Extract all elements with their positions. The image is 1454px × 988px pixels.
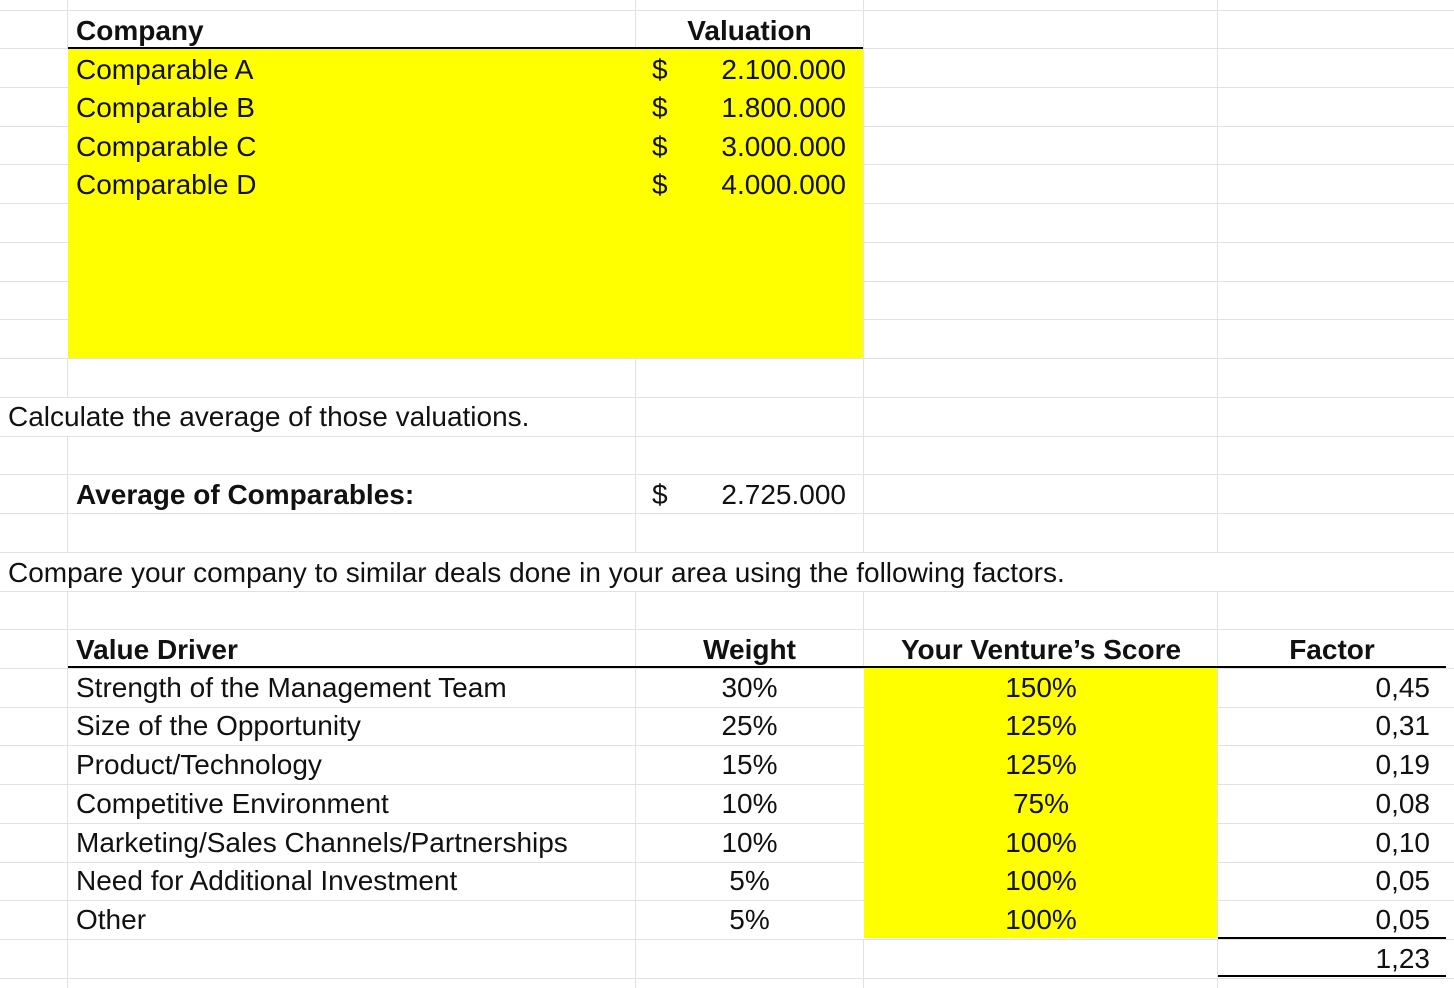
factor-total[interactable]: 1,23 xyxy=(1375,943,1430,974)
driver-weight[interactable]: 30% xyxy=(721,672,778,703)
driver-label[interactable]: Marketing/Sales Channels/Partnerships xyxy=(76,827,568,858)
driver-factor[interactable]: 0,05 xyxy=(1375,904,1430,935)
instruction-average[interactable]: Calculate the average of those valuations. xyxy=(8,401,530,432)
comparable-name-a[interactable]: Comparable A xyxy=(76,54,254,85)
driver-score[interactable]: 150% xyxy=(1005,672,1077,703)
driver-factor[interactable]: 0,08 xyxy=(1375,788,1430,819)
header-venture-score[interactable]: Your Venture’s Score xyxy=(900,634,1182,665)
comparable-name-b[interactable]: Comparable B xyxy=(76,92,255,123)
driver-label[interactable]: Strength of the Management Team xyxy=(76,672,507,703)
driver-weight[interactable]: 15% xyxy=(721,749,778,780)
currency-symbol: $ xyxy=(652,169,668,200)
driver-factor[interactable]: 0,45 xyxy=(1375,672,1430,703)
comparable-name-d[interactable]: Comparable D xyxy=(76,169,257,200)
average-label[interactable]: Average of Comparables: xyxy=(76,479,415,510)
header-weight[interactable]: Weight xyxy=(703,634,796,665)
driver-factor[interactable]: 0,05 xyxy=(1375,865,1430,896)
driver-score[interactable]: 100% xyxy=(1005,827,1077,858)
driver-weight[interactable]: 5% xyxy=(729,865,770,896)
currency-symbol: $ xyxy=(652,92,668,123)
header-factor[interactable]: Factor xyxy=(1289,634,1375,665)
driver-weight[interactable]: 25% xyxy=(721,710,778,741)
comparable-name-c[interactable]: Comparable C xyxy=(76,131,257,162)
comparable-valuation-d[interactable]: 4.000.000 xyxy=(721,169,846,200)
driver-weight[interactable]: 10% xyxy=(721,827,778,858)
header-valuation[interactable]: Valuation xyxy=(687,15,812,46)
comparable-valuation-b[interactable]: 1.800.000 xyxy=(721,92,846,123)
currency-symbol: $ xyxy=(652,131,668,162)
driver-factor[interactable]: 0,31 xyxy=(1375,710,1430,741)
comparable-valuation-a[interactable]: 2.100.000 xyxy=(721,54,846,85)
average-currency-symbol: $ xyxy=(652,479,668,510)
driver-score[interactable]: 75% xyxy=(1012,788,1070,819)
driver-factor[interactable]: 0,19 xyxy=(1375,749,1430,780)
driver-score[interactable]: 125% xyxy=(1005,749,1077,780)
driver-score[interactable]: 125% xyxy=(1005,710,1077,741)
header-value-driver[interactable]: Value Driver xyxy=(76,634,238,665)
driver-label[interactable]: Size of the Opportunity xyxy=(76,710,361,741)
header-company[interactable]: Company xyxy=(76,15,204,46)
driver-label[interactable]: Product/Technology xyxy=(76,749,322,780)
comparable-valuation-c[interactable]: 3.000.000 xyxy=(721,131,846,162)
average-value[interactable]: 2.725.000 xyxy=(721,479,846,510)
driver-label[interactable]: Competitive Environment xyxy=(76,788,389,819)
instruction-compare[interactable]: Compare your company to similar deals done in your area using the following factors. xyxy=(8,557,1065,588)
driver-label[interactable]: Need for Additional Investment xyxy=(76,865,458,896)
driver-score[interactable]: 100% xyxy=(1005,904,1077,935)
driver-label[interactable]: Other xyxy=(76,904,147,935)
driver-weight[interactable]: 5% xyxy=(729,904,770,935)
currency-symbol: $ xyxy=(652,54,668,85)
driver-factor[interactable]: 0,10 xyxy=(1375,827,1430,858)
driver-score[interactable]: 100% xyxy=(1005,865,1077,896)
driver-weight[interactable]: 10% xyxy=(721,788,778,819)
